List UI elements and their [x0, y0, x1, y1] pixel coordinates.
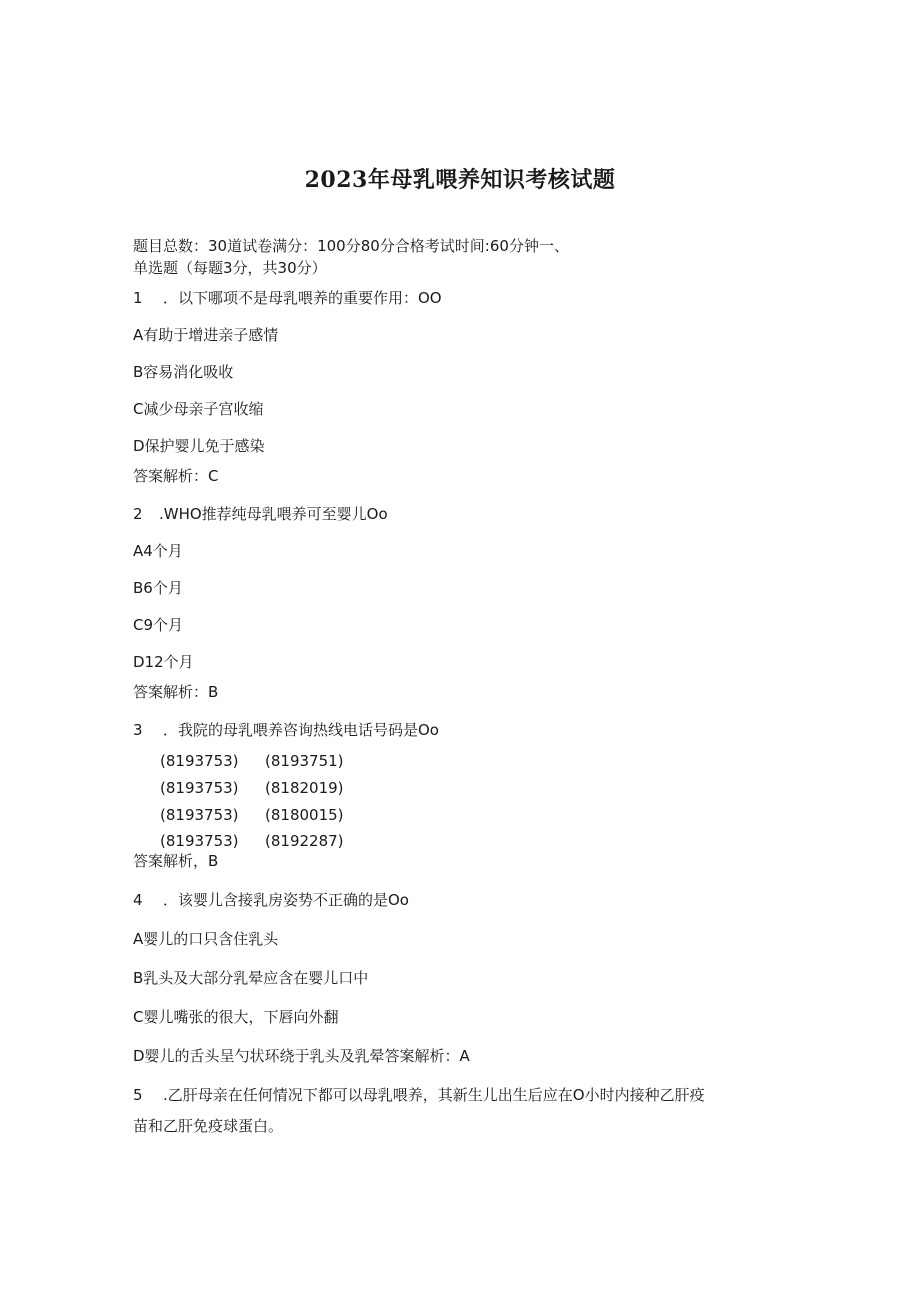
option-3b-right: (8182019)	[265, 779, 344, 797]
option-2d: D12个月	[133, 653, 194, 671]
option-3d-left: (8193753)	[160, 832, 239, 850]
question-number: 4	[133, 891, 143, 909]
option-3d-right: (8192287)	[265, 832, 344, 850]
question-3	[133, 720, 439, 740]
question-number: 3	[133, 721, 143, 739]
option-3b-left: (8193753)	[160, 779, 239, 797]
option-2a: A4个月	[133, 542, 183, 560]
question-4	[133, 890, 409, 910]
answer-3: 答案解析，B	[133, 852, 219, 870]
answer-2: 答案解析：B	[133, 683, 219, 701]
document-title: 2023年母乳喂养知识考核试题	[304, 167, 616, 193]
option-2c: C9个月	[133, 616, 184, 634]
question-5	[133, 1085, 705, 1105]
question-number: 2	[133, 505, 143, 523]
question-text: .WHO推荐纯母乳喂养可至婴儿Oo	[159, 505, 388, 523]
option-1c: C减少母亲子宫收缩	[133, 400, 264, 418]
question-text: ．以下哪项不是母乳喂养的重要作用：OO	[163, 289, 442, 307]
question-text: ．我院的母乳喂养咨询热线电话号码是Oo	[163, 721, 439, 739]
option-3a-right: (8193751)	[265, 752, 344, 770]
intro-line-2: 单选题（每题3分，共30分）	[133, 259, 327, 277]
option-1b: B容易消化吸收	[133, 363, 234, 381]
option-3a-left: (8193753)	[160, 752, 239, 770]
option-1d: D保护婴儿免于感染	[133, 437, 265, 455]
option-4b: B乳头及大部分乳晕应含在婴儿口中	[133, 969, 369, 987]
question-5-continuation: 苗和乙肝免疫球蛋白。	[133, 1117, 284, 1135]
question-number: 1	[133, 289, 143, 307]
answer-1: 答案解析：C	[133, 467, 219, 485]
question-number: 5	[133, 1086, 143, 1104]
option-4d: D婴儿的舌头呈勺状环绕于乳头及乳晕答案解析：A	[133, 1047, 470, 1065]
option-3c-left: (8193753)	[160, 806, 239, 824]
option-2b: B6个月	[133, 579, 183, 597]
question-text: .乙肝母亲在任何情况下都可以母乳喂养，其新生儿出生后应在O小时内接种乙肝疫	[163, 1086, 705, 1104]
option-1a: A有助于增进亲子感情	[133, 326, 279, 344]
question-2	[133, 504, 388, 524]
option-4a: A婴儿的口只含住乳头	[133, 930, 279, 948]
option-3c-right: (8180015)	[265, 806, 344, 824]
question-text: ．该婴儿含接乳房姿势不正确的是Oo	[163, 891, 409, 909]
intro-line-1: 题目总数：30道试卷满分：100分80分合格考试时间:60分钟一、	[133, 237, 569, 255]
question-1	[133, 288, 442, 308]
option-4c: C婴儿嘴张的很大，下唇向外翻	[133, 1008, 339, 1026]
